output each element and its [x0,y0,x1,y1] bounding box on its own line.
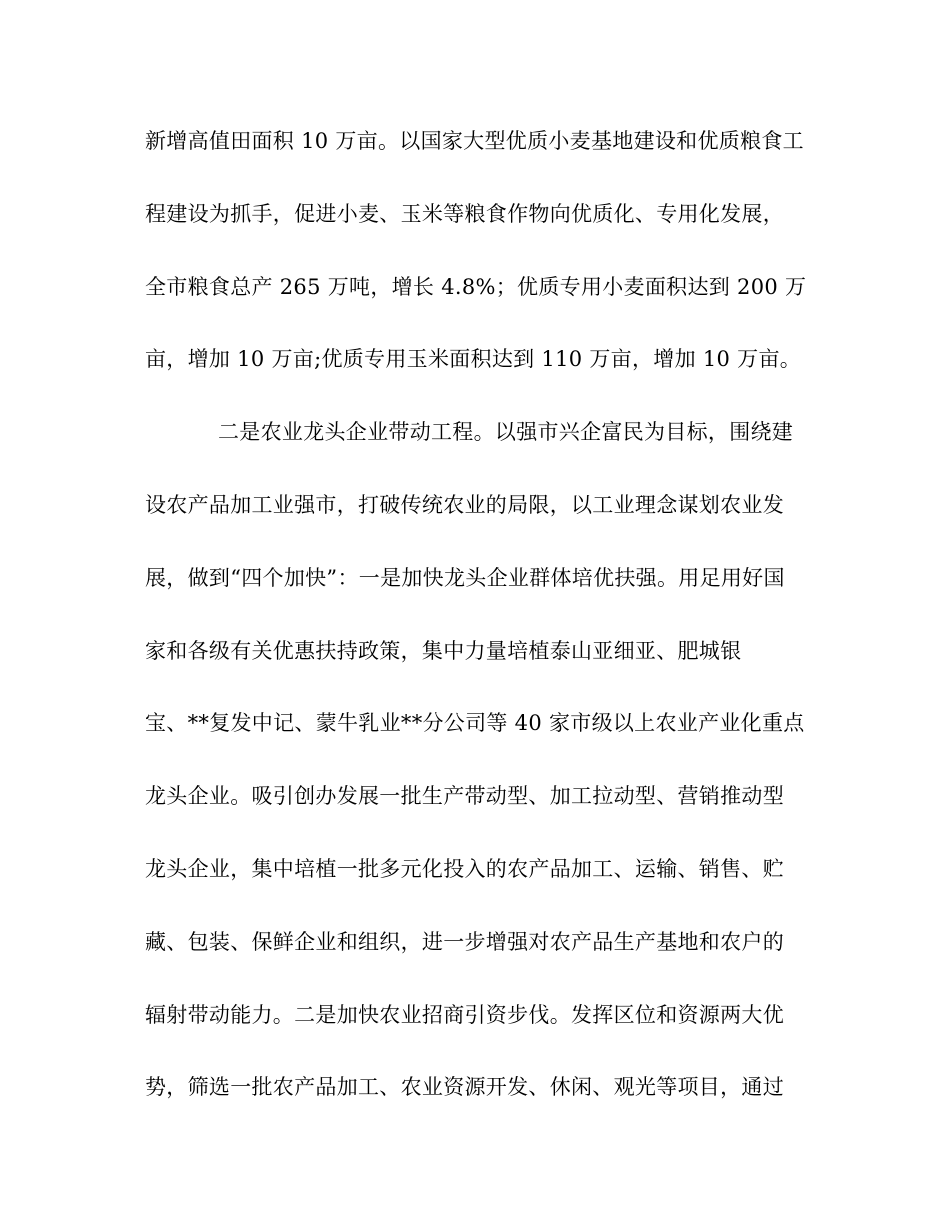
text-line: 龙头企业。吸引创办发展一批生产带动型、加工拉动型、营销推动型 [145,784,784,809]
text-line: 展，做到“四个加快”：一是加快龙头企业群体培优扶强。用足用好国 [145,565,785,590]
text-line: 宝、**复发中记、蒙牛乳业**分公司等 40 家市级以上农业产业化重点 [145,711,805,736]
text-line: 家和各级有关优惠扶持政策，集中力量培植泰山亚细亚、肥城银 [145,638,742,663]
text-line: 全市粮食总产 265 万吨，增长 4.8%；优质专用小麦面积达到 200 万 [145,274,807,299]
paragraph-start-line: 二是农业龙头企业带动工程。以强市兴企富民为目标，围绕建 [218,420,794,445]
text-line: 设农产品加工业强市，打破传统农业的局限，以工业理念谋划农业发 [145,492,784,517]
text-line: 新增高值田面积 10 万亩。以国家大型优质小麦基地建设和优质粮食工 [145,129,804,153]
text-line: 辐射带动能力。二是加快农业招商引资步伐。发挥区位和资源两大优 [145,1002,784,1027]
text-line: 藏、包装、保鲜企业和组织，进一步增强对农产品生产基地和农户的 [145,929,784,954]
text-line: 龙头企业，集中培植一批多元化投入的农产品加工、运输、销售、贮 [145,856,784,881]
body-text [145,121,810,1140]
text-line: 程建设为抓手，促进小麦、玉米等粮食作物向优质化、专用化发展， [145,201,784,226]
text-line: 势，筛选一批农产品加工、农业资源开发、休闲、观光等项目，通过 [145,1075,784,1100]
text-line: 亩，增加 10 万亩;优质专用玉米面积达到 110 万亩，增加 10 万亩。 [145,347,802,372]
